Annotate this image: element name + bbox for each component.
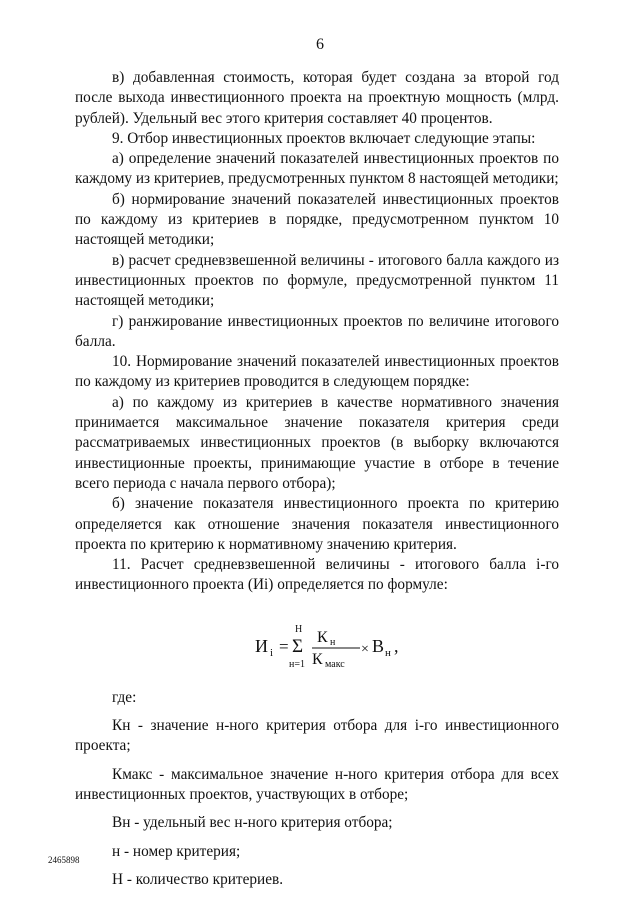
document-code: 2465898 <box>48 855 80 865</box>
formula-weight-sub: н <box>385 646 391 659</box>
formula-sum-lower: н=1 <box>289 658 305 670</box>
formula-numerator-sub: н <box>330 636 336 648</box>
paragraph: а) по каждому из критериев в качестве нормативного значения принимается максимальное значение показателя критерия среди рассматриваемых инвестиционных проектов (в выборку включаются инвестиционные проекты, принимающие участие в отборе в течение всего периода с начала первого отбора); <box>75 393 559 492</box>
definition: Н - количество критериев. <box>112 870 284 888</box>
formula-denominator-sub: макс <box>325 658 345 670</box>
paragraph: в) расчет средневзвешенной величины - итогового балла каждого из инвестиционных проектов по формуле, предусмотренной пунктом 11 настоящей методики; <box>75 251 559 310</box>
formula <box>75 622 559 672</box>
formula-lhs-sub: i <box>270 646 274 659</box>
paragraph: 10. Нормирование значений показателей инвестиционных проектов по каждому из критериев проводится в следующем порядке: <box>75 353 559 391</box>
formula-weight: В <box>372 635 385 656</box>
formula-sum-upper: Н <box>295 623 303 635</box>
paragraph: г) ранжирование инвестиционных проектов по величине итогового балла. <box>75 312 559 350</box>
paragraph: в) добавленная стоимость, которая будет создана за второй год после выхода инвестиционного проекта на проектную мощность (млрд. рублей). Удельный вес этого критерия составляет 40 процентов. <box>75 69 559 127</box>
formula-end: , <box>394 635 399 656</box>
definition: Вн - удельный вес н-ного критерия отбора; <box>112 814 393 832</box>
formula-times: × <box>361 641 369 657</box>
page-number: 6 <box>316 36 324 53</box>
formula-lhs: И <box>255 635 268 656</box>
where-label: где: <box>112 688 137 706</box>
definition: Кмакс - максимальное значение н-ного критерия отбора для всех инвестиционных проектов, участвующих в отборе; <box>75 765 559 803</box>
paragraph: 11. Расчет средневзвешенной величины - итогового балла i-го инвестиционного проекта (Иi) определяется по формуле: <box>75 556 559 594</box>
paragraph: б) нормирование значений показателей инвестиционных проектов по каждому из критериев в порядке, предусмотренном пунктом 10 настоящей методики; <box>75 190 559 249</box>
paragraph: б) значение показателя инвестиционного проекта по критерию определяется как отношение значения показателя инвестиционного проекта по критерию к нормативному значению критерия. <box>75 495 559 553</box>
document-body <box>75 68 559 890</box>
formula-numerator: К <box>317 628 328 646</box>
formula-equals: = <box>279 636 289 656</box>
formula-sum-symbol: Σ <box>292 635 304 657</box>
definition: Кн - значение н-ного критерия отбора для i-го инвестиционного проекта; <box>75 717 559 755</box>
paragraph: 9. Отбор инвестиционных проектов включает следующие этапы: <box>112 129 536 147</box>
formula-denominator: К <box>312 650 323 668</box>
definition: н - номер критерия; <box>112 842 241 860</box>
paragraph: а) определение значений показателей инвестиционных проектов по каждому из критериев, предусмотренных пунктом 8 настоящей методики; <box>75 150 559 188</box>
formula-graphic <box>255 622 415 672</box>
